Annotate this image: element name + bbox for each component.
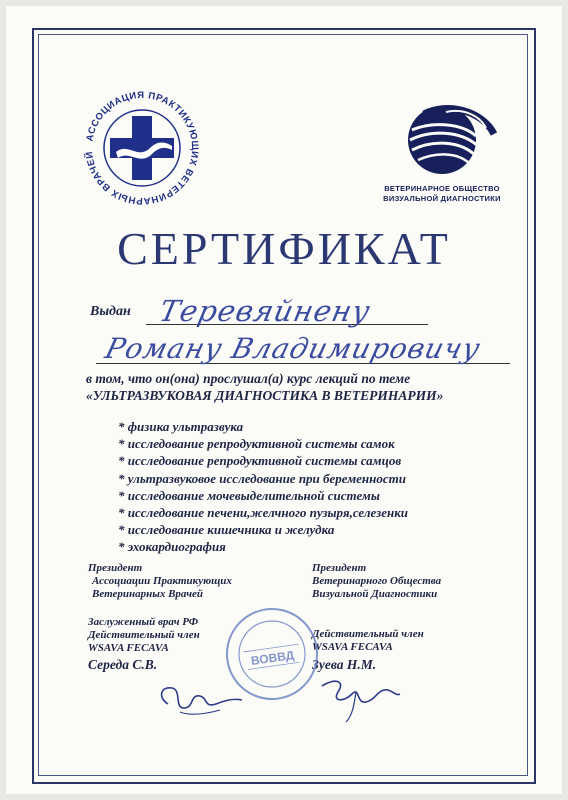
right-role-1: Президент bbox=[312, 562, 367, 574]
certificate-title: СЕРТИФИКАТ bbox=[117, 223, 451, 274]
right-president-block bbox=[312, 562, 441, 601]
right-title-block bbox=[312, 628, 424, 671]
left-title-1: Заслуженный врач РФ bbox=[88, 616, 199, 628]
left-title-2: Действительный член bbox=[88, 629, 200, 641]
right-role-3: Визуальной Диагностики bbox=[312, 588, 438, 600]
course-statement bbox=[86, 370, 516, 404]
left-president-block bbox=[88, 562, 232, 601]
list-item: * эхокардиография bbox=[118, 539, 226, 555]
society-logo-text: ВЕТЕРИНАРНОЕ ОБЩЕСТВО ВИЗУАЛЬНОЙ ДИАГНОСТИКИ bbox=[383, 184, 501, 203]
right-signature bbox=[316, 668, 402, 726]
left-title-3: WSAVA FECAVA bbox=[88, 642, 169, 654]
left-role-3: Ветеринарных Врачей bbox=[92, 588, 204, 600]
right-title-1: Действительный член bbox=[312, 628, 424, 640]
left-signatory-name: Середа С.В. bbox=[88, 657, 158, 672]
left-signature bbox=[150, 678, 246, 722]
cross-icon bbox=[110, 116, 174, 180]
list-item: * физика ультразвука bbox=[118, 419, 244, 434]
list-item: * исследование кишечника и желудка bbox=[118, 522, 335, 538]
list-item: * ультразвуковое исследование при беременности bbox=[118, 470, 406, 486]
right-role-2: Ветеринарного Общества bbox=[312, 575, 442, 587]
society-logo bbox=[390, 100, 500, 176]
right-signatory-name: Зуева Н.М. bbox=[312, 657, 377, 672]
list-item: * исследование репродуктивной системы самок bbox=[118, 436, 395, 452]
list-item: * исследование печени,желчного пузыря,селезенки bbox=[118, 505, 409, 521]
right-title-2: WSAVA FECAVA bbox=[312, 641, 393, 653]
recipient-name: Роману Владимировичу bbox=[101, 332, 485, 365]
left-role-2: Ассоциации Практикующих bbox=[92, 575, 232, 587]
recipient-surname: Теревяйнену bbox=[156, 294, 374, 328]
left-role-1: Президент bbox=[88, 562, 143, 574]
striped-sphere-icon bbox=[408, 106, 494, 174]
topics-list bbox=[118, 418, 408, 556]
list-item: * исследование репродуктивной системы самцов bbox=[118, 453, 402, 469]
association-logo bbox=[76, 82, 208, 214]
logo-ring-text: АССОЦИАЦИЯ ПРАКТИКУЮЩИХ ВЕТЕРИНАРНЫХ ВРАЧЕЙ bbox=[84, 89, 201, 207]
list-item: * исследование мочевыделительной системы bbox=[118, 487, 380, 503]
stamp-text: ВОВВД bbox=[250, 648, 296, 668]
statement-line-1: в том, что он(она) прослушал(а) курс лекций по теме bbox=[86, 371, 411, 386]
left-title-block bbox=[88, 616, 200, 671]
issued-label: Выдан bbox=[90, 304, 131, 319]
course-title: «УЛЬТРАЗВУКОВАЯ ДИАГНОСТИКА В ВЕТЕРИНАРИИ» bbox=[86, 388, 444, 403]
